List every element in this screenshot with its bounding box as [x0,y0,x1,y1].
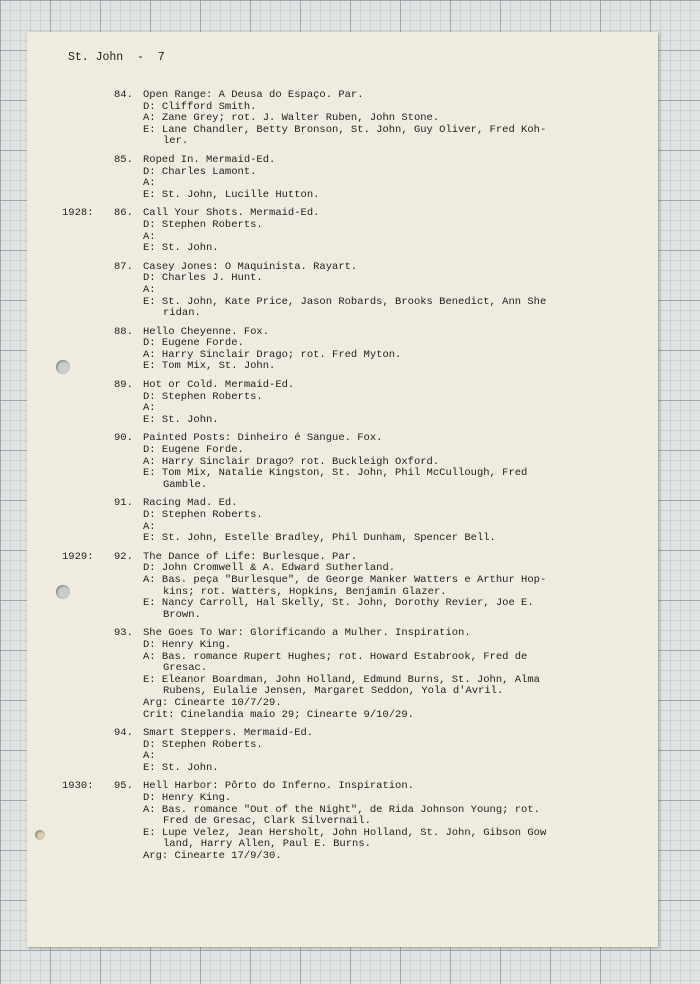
credit-line: D: Stephen Roberts. [143,218,263,231]
film-title: Hot or Cold. Mermaid-Ed. 89. [114,379,295,392]
film-title: Casey Jones: O Maquinista. Rayart. 87. [114,260,358,273]
film-entry [27,155,658,201]
film-title: Roped In. Mermaid-Ed. 85. [114,153,276,166]
film-entry [27,327,658,373]
credit-line: E: Tom Mix, Natalie Kingston, St. John, Phil McCullough, Fred [143,467,528,480]
credit-line: ler. [163,135,189,148]
credit-line: A: Zane Grey; rot. J. Walter Ruben, John Stone. [143,112,440,125]
entry-number: 95. [114,780,133,793]
year-label: 1930: [62,780,94,793]
credit-line: E: Lupe Velez, Jean Hersholt, John Holland, St. John, Gibson Gow [143,826,547,839]
credit-line: E: St. John, Kate Price, Jason Robards, Brooks Benedict, Ann She [143,295,547,308]
credit-line: Brown. [163,608,201,621]
credit-line: A: [143,520,156,533]
credit-line: Gamble. [163,478,208,491]
film-entry [27,208,658,254]
credit-line: A: Bas. peça "Burlesque", de George Manker Watters e Arthur Hop- [143,573,547,586]
credit-line: E: St. John, Lucille Hutton. [143,188,320,201]
credit-line: E: St. John, Estelle Bradley, Phil Dunham, Spencer Bell. [143,532,496,545]
year-label: 1928: [62,207,94,220]
credit-line: E: St. John. [143,761,219,774]
credit-line: D: Stephen Roberts. [143,509,263,521]
credit-line: D: Henry King. [143,792,232,805]
entry-number: 88. [114,325,133,338]
film-entry [27,552,658,622]
credit-line: kins; rot. Watters, Hopkins, Benjamin Glazer. [163,585,447,598]
credit-line: E: Lane Chandler, Betty Bronson, St. John, Guy Oliver, Fred Koh- [143,123,547,136]
film-entry [27,498,658,544]
film-entry [27,262,658,320]
film-entry [27,380,658,426]
film-title: Call Your Shots. Mermaid-Ed. 1928: 86. [62,207,320,220]
film-title: The Dance of Life: Burlesque. Par. 1929: 92. [62,550,358,563]
film-entry [27,433,658,491]
film-title: She Goes To War: Glorificando a Mulher. Inspiration. 93. [114,627,471,640]
film-title: Racing Mad. Ed. 91. [114,497,238,510]
film-title: Painted Posts: Dinheiro é Sangue. Fox. 90. [114,432,383,445]
credit-line: A: Bas. romance Rupert Hughes; rot. Howard Estabrook, Fred de [143,650,528,663]
credit-line: E: Eleanor Boardman, John Holland, Edmund Burns, St. John, Alma [143,673,540,686]
entry-number: 92. [114,550,133,563]
credit-line: land, Harry Allen, Paul E. Burns. [163,838,371,851]
credit-line: D: Stephen Roberts. [143,738,263,751]
credit-line: Arg: Cinearte 17/9/30. [143,850,282,863]
credit-line: A: [143,402,156,415]
film-entry [27,728,658,774]
credit-line: D: Charles Lamont. [143,165,257,178]
film-title: Hello Cheyenne. Fox. 88. [114,325,270,338]
credit-line: ridan. [163,307,201,320]
entry-number: 86. [114,207,133,220]
entry-number: 87. [114,260,133,273]
film-entry [27,628,658,721]
entry-number: 93. [114,627,133,640]
film-title: Smart Steppers. Mermaid-Ed. 94. [114,727,314,740]
credit-line: E: St. John. [143,413,219,426]
credit-line: D: Clifford Smith. [143,100,257,113]
credit-line: Rubens, Eulalie Jensen, Margaret Seddon, Yola d'Avril. [163,685,504,698]
credit-line: D: Eugene Forde. [143,444,244,457]
film-title: Hell Harbor: Pôrto do Inferno. Inspiration. 1930: 95. [62,780,414,793]
entry-number: 84. [114,89,133,101]
credit-line: A: [143,750,156,763]
credit-line: Crit: Cinelandia maio 29; Cinearte 9/10/29. [143,708,414,721]
credit-line: D: Eugene Forde. [143,337,244,350]
entry-number: 90. [114,432,133,445]
credit-line: D: John Cromwell & A. Edward Sutherland. [143,562,396,575]
credit-line: A: [143,177,156,190]
credit-line: Fred de Gresac, Clark Silvernail. [163,815,371,828]
credit-line: A: [143,230,156,243]
page-header: St. John - 7 [68,51,165,64]
entry-number: 89. [114,379,133,392]
credit-line: D: Charles J. Hunt. [143,272,263,285]
credit-line: Gresac. [163,662,208,675]
year-label: 1929: [62,550,94,563]
entry-number: 85. [114,153,133,166]
entry-number: 91. [114,497,133,510]
filmography-list [27,90,658,870]
entry-number: 94. [114,727,133,740]
credit-line: E: Tom Mix, St. John. [143,360,276,373]
credit-line: A: Bas. romance "Out of the Night", de Rida Johnson Young; rot. [143,803,540,816]
credit-line: Arg: Cinearte 10/7/29. [143,696,282,709]
credit-line: E: St. John. [143,242,219,255]
credit-line: E: Nancy Carroll, Hal Skelly, St. John, Dorothy Revier, Joe E. [143,597,534,610]
credit-line: D: Stephen Roberts. [143,390,263,403]
credit-line: A: Harry Sinclair Drago? rot. Buckleigh Oxford. [143,455,440,468]
film-title: Open Range: A Deusa do Espaço. Par. 84. [114,89,364,101]
credit-line: A: Harry Sinclair Drago; rot. Fred Myton. [143,348,402,361]
film-entry [27,90,658,148]
credit-line: D: Henry King. [143,638,232,651]
film-entry [27,781,658,862]
typed-page [27,32,658,947]
credit-line: A: [143,283,156,296]
